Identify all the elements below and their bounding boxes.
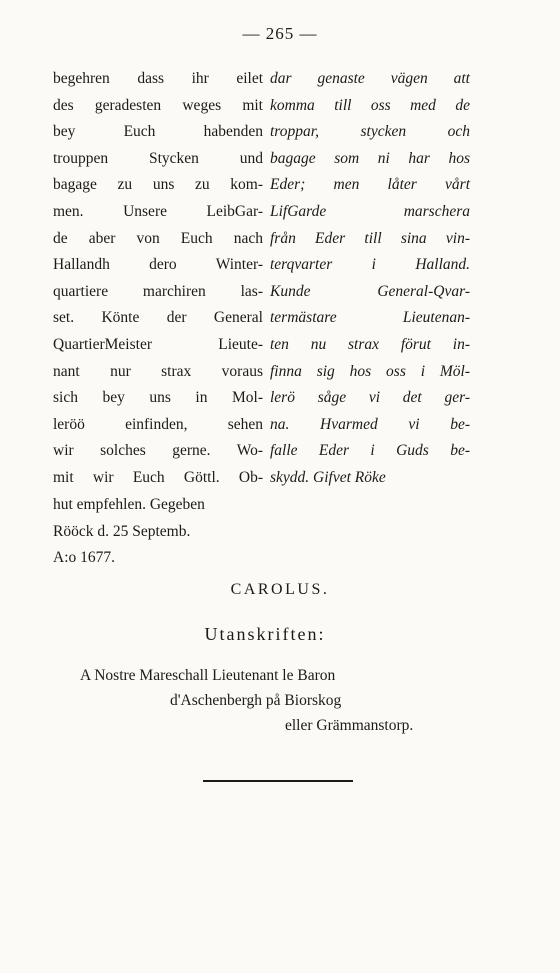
swedish-text-line: finna sig hos oss i Möl-	[270, 362, 470, 380]
swedish-text-line: skydd. Gifvet Röke	[270, 468, 386, 486]
swedish-text-line: LifGarde marschera	[270, 202, 470, 220]
german-text-line: quartiere marchiren las-	[53, 282, 263, 300]
continuation-line: hut empfehlen. Gegeben	[53, 496, 205, 513]
address-line: d'Aschenbergh på Biorskog	[170, 692, 342, 709]
address-heading: Utanskriften:	[204, 624, 326, 644]
german-text-column	[53, 66, 263, 492]
german-text-line: sich bey uns in Mol-	[53, 389, 263, 407]
german-text-line: mit wir Euch Göttl. Ob-	[53, 468, 263, 486]
german-text-line: bagage zu uns zu kom-	[53, 176, 263, 194]
signature: CAROLUS.	[230, 581, 330, 598]
swedish-text-line: falle Eder i Guds be-	[270, 442, 470, 460]
swedish-text-line: troppar, stycken och	[270, 123, 470, 141]
german-text-line: men. Unsere LeibGar-	[53, 202, 263, 220]
swedish-translation-column	[270, 66, 470, 492]
swedish-text-line: na. Hvarmed vi be-	[270, 415, 470, 433]
german-text-line: set. Könte der General	[53, 309, 263, 327]
swedish-text-line: terqvarter i Halland.	[270, 256, 470, 274]
german-text-line: Hallandh dero Winter-	[53, 256, 263, 274]
german-text-line: wir solches gerne. Wo-	[53, 442, 263, 460]
address-line: eller Grämmanstorp.	[285, 717, 414, 734]
german-text-line: des geradesten weges mit	[53, 96, 263, 114]
swedish-text-line: från Eder till sina vin-	[270, 229, 470, 247]
date-line: A:o 1677.	[53, 549, 115, 567]
german-text-line: begehren dass ihr eilet	[53, 70, 263, 87]
german-text-line: bey Euch habenden	[53, 123, 263, 141]
german-text-line: de aber von Euch nach	[53, 229, 263, 247]
german-text-line: QuartierMeister Lieute-	[53, 335, 263, 353]
swedish-text-line: termästare Lieutenan-	[270, 309, 470, 327]
address-line: A Nostre Mareschall Lieutenant le Baron	[80, 667, 336, 684]
divider-rule	[203, 780, 353, 782]
swedish-text-line: Eder; men låter vårt	[270, 176, 470, 194]
german-text-line: leröö einfinden, sehen	[53, 415, 263, 433]
swedish-text-line: bagage som ni har hos	[270, 149, 470, 167]
german-text-line: nant nur strax voraus	[53, 362, 263, 380]
swedish-text-line: dar genaste vägen att	[270, 70, 470, 87]
swedish-text-line: Kunde General-Qvar-	[270, 282, 470, 300]
swedish-text-line: komma till oss med de	[270, 96, 470, 114]
german-text-continuation	[53, 492, 283, 572]
swedish-text-line: ten nu strax förut in-	[270, 335, 470, 353]
continuation-line: Rööck d. 25 Septemb.	[53, 522, 191, 540]
page-number: — 265 —	[242, 24, 318, 43]
swedish-text-line: lerö såge vi det ger-	[270, 389, 470, 407]
german-text-line: trouppen Stycken und	[53, 149, 263, 167]
